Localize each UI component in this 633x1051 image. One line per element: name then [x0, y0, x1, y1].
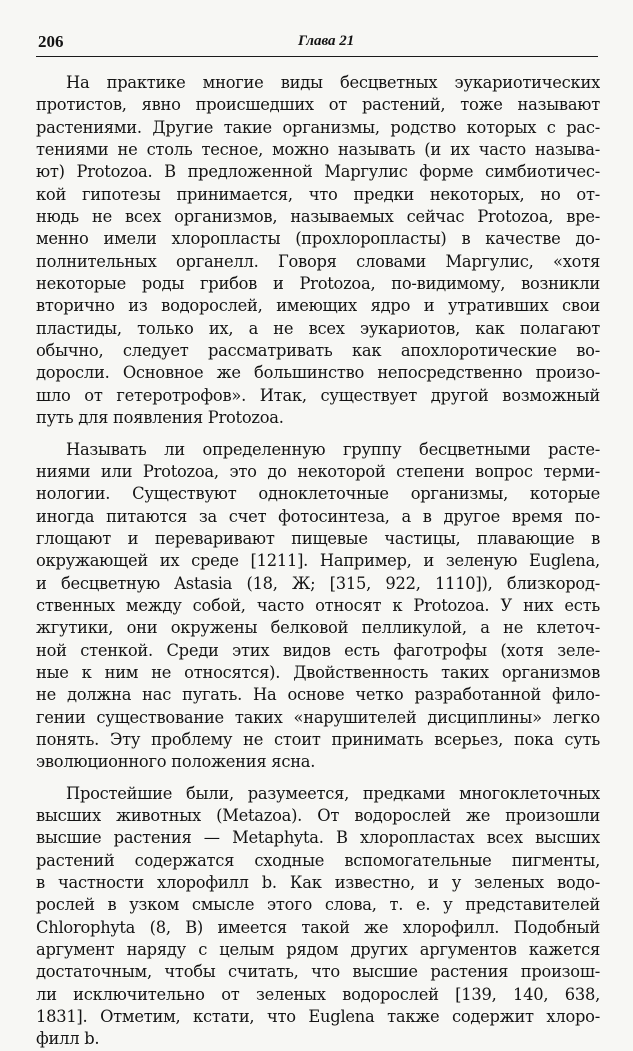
text-line: филл b.: [36, 1029, 100, 1049]
paragraph: [36, 72, 600, 430]
text-line: высших животных (Metazoa). От водорослей же произошли: [36, 806, 600, 825]
text-line: Называть ли определенную группу бесцветными расте-: [66, 439, 600, 459]
paragraph: [36, 783, 600, 1051]
text-line: гении существование таких «нарушителей дисциплины» легко: [36, 707, 600, 727]
chapter-running-head: Глава 21: [298, 33, 355, 49]
text-line: глощают и переваривают пищевые частицы, плавающие в: [36, 528, 600, 548]
text-line: кой гипотезы принимается, что предки некоторых, но от-: [36, 184, 600, 204]
text-line: окружающей их среде [1211]. Например, и зеленую Euglena,: [36, 551, 600, 571]
text-line: растений содержатся сходные вспомогательные пигменты,: [36, 850, 600, 870]
text-line: не должна нас пугать. На основе четко разработанной фило-: [36, 685, 600, 705]
text-line: достаточным, чтобы считать, что высшие растения произош-: [36, 962, 600, 982]
text-line: высшие растения — Metaphyta. В хлоропластах всех высших: [36, 828, 600, 848]
text-line: ниями или Protozoa, это до некоторой степени вопрос терми-: [36, 461, 600, 481]
paragraph-gap: [36, 430, 600, 439]
text-line: жгутики, они окружены белковой пелликулой, а не клеточ-: [36, 618, 600, 638]
text-line: эволюционного положения ясна.: [36, 752, 316, 772]
text-line: обычно, следует рассматривать как апохлоротические во-: [36, 341, 600, 361]
text-line: путь для появления Protozoa.: [36, 408, 284, 428]
page-header: [36, 30, 598, 57]
text-line: тениями не столь тесное, можно называть (и их часто называ-: [36, 140, 600, 160]
text-line: нюдь не всех организмов, называемых сейчас Protozoa, вре-: [36, 207, 600, 227]
text-line: вторично из водорослей, имеющих ядро и утративших свои: [36, 296, 600, 316]
text-line: полнительных органелл. Говоря словами Маргулис, «хотя: [36, 251, 600, 271]
page-number: 206: [38, 32, 64, 51]
paragraph-gap: [36, 774, 600, 783]
text-line: ственных между собой, часто относят к Protozoa. У них есть: [36, 595, 600, 615]
text-line: доросли. Основное же большинство непосредственно произо-: [36, 363, 600, 383]
text-line: в частности хлорофилл b. Как известно, и у зеленых водо-: [36, 873, 600, 893]
text-line: аргумент наряду с целым рядом других аргументов кажется: [36, 940, 600, 960]
text-line: менно имели хлоропласты (прохлоропласты) в качестве до-: [36, 229, 600, 249]
text-line: Chlorophyta (8, В) имеется такой же хлорофилл. Подобный: [36, 917, 600, 937]
text-line: На практике многие виды бесцветных эукариотических: [66, 73, 600, 92]
text-line: Простейшие были, разумеется, предками многоклеточных: [66, 783, 600, 803]
text-line: и бесцветную Astasia (18, Ж; [315, 922, 1110]), близкород-: [36, 573, 600, 593]
text-line: ной стенкой. Среди этих видов есть фаготрофы (хотя зеле-: [36, 640, 600, 660]
text-line: растениями. Другие такие организмы, родство которых с рас-: [36, 117, 600, 137]
body-text: [36, 72, 600, 1051]
text-line: ют) Protozoa. В предложенной Маргулис форме симбиотичес-: [36, 162, 600, 182]
text-line: рослей в узком смысле этого слова, т. е. у представителей: [36, 895, 600, 915]
text-line: протистов, явно происшедших от растений, тоже называют: [36, 95, 600, 115]
text-line: 1831]. Отметим, кстати, что Euglena также содержит хлоро-: [36, 1007, 600, 1027]
text-line: ные к ним не относятся). Двойственность таких организмов: [36, 662, 600, 682]
text-line: ли исключительно от зеленых водорослей [139, 140, 638,: [36, 984, 600, 1004]
text-line: некоторые роды грибов и Protozoa, по-видимому, возникли: [36, 274, 600, 294]
paragraph: [36, 439, 600, 774]
text-line: нологии. Существуют одноклеточные организмы, которые: [36, 484, 600, 504]
text-line: пластиды, только их, а не всех эукариотов, как полагают: [36, 318, 600, 338]
text-line: шло от гетеротрофов». Итак, существует другой возможный: [36, 385, 600, 405]
text-line: понять. Эту проблему не стоит принимать всерьез, пока суть: [36, 729, 600, 749]
text-line: иногда питаются за счет фотосинтеза, а в другое время по-: [36, 506, 600, 526]
